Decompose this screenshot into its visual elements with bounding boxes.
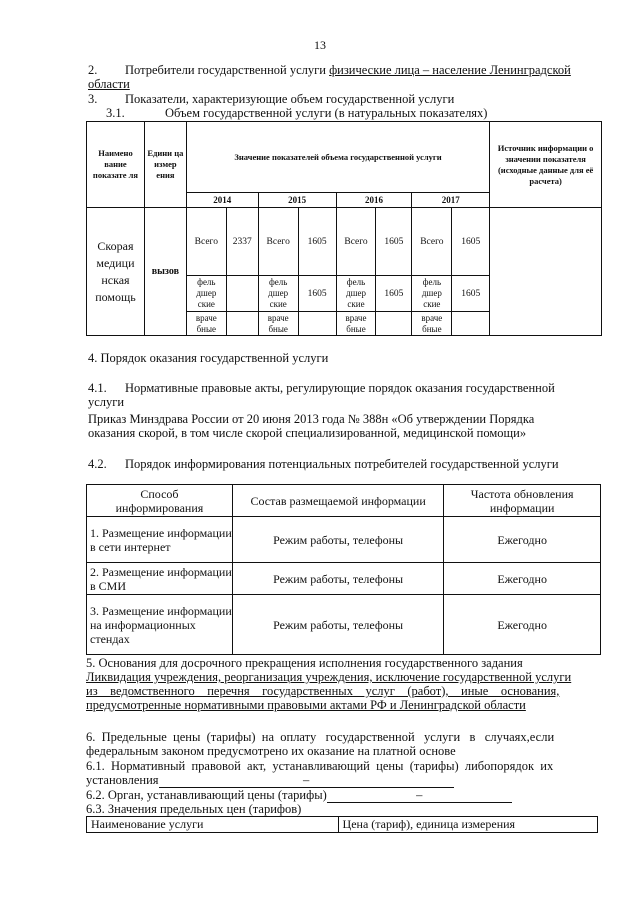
- section-2-value: физические лица – население Ленинградской: [329, 63, 571, 77]
- section-6-3-title: 6.3. Значения предельных цен (тарифов): [86, 802, 302, 816]
- unit-value: вызов: [144, 208, 186, 336]
- section-6-1-blank: –: [159, 773, 454, 788]
- info-header-frequency: Частота обновления информации: [444, 485, 601, 517]
- cell-label: фель дшер ские: [336, 276, 376, 312]
- indicator-name: Скорая медици нская помощь: [87, 208, 145, 336]
- info-method: 2. Размещение информации в СМИ: [87, 563, 233, 595]
- order-text: Приказ Минздрава России от 20 июня 2013 года № 388н «Об утверждении Порядка: [88, 412, 535, 426]
- info-content: Режим работы, телефоны: [232, 563, 443, 595]
- year-header: 2016: [336, 193, 412, 208]
- cell-label: враче бные: [336, 312, 376, 336]
- info-table: [86, 484, 601, 655]
- cell-label: фель дшер ские: [258, 276, 298, 312]
- section-6-2-line: [86, 788, 512, 803]
- cell-label: Всего: [258, 208, 298, 276]
- price-header-service: Наименование услуги: [87, 817, 339, 833]
- source-cell: [490, 208, 602, 336]
- cell-value: [226, 276, 258, 312]
- year-header: 2015: [258, 193, 336, 208]
- cell-value: [226, 312, 258, 336]
- price-header-price: Цена (тариф), единица измерения: [338, 817, 597, 833]
- section-4-title: 4. Порядок оказания государственной услуги: [88, 351, 329, 365]
- page-number: 13: [314, 38, 326, 52]
- section-6-1-line: [86, 773, 454, 788]
- cell-value: 2337: [226, 208, 258, 276]
- cell-label: Всего: [186, 208, 226, 276]
- cell-value: 1605: [376, 276, 412, 312]
- header-unit: Едини ца измер ения: [144, 122, 186, 208]
- cell-value: 1605: [298, 208, 336, 276]
- info-header-method: Способ информирования: [87, 485, 233, 517]
- cell-label: фель дшер ские: [186, 276, 226, 312]
- section-5-text: Ликвидация учреждения, реорганизация учреждения, исключение государственной услуги: [86, 670, 572, 684]
- year-header: 2014: [186, 193, 258, 208]
- section-2-label: Потребители государственной услуги: [125, 63, 330, 77]
- price-table: [86, 816, 598, 833]
- section-5-text-end: предусмотренные нормативными правовыми актами РФ и Ленинградской области: [86, 698, 526, 712]
- section-6-text: 6. Предельные цены (тарифы) на оплату государственной услуги в случаях,если: [86, 730, 555, 744]
- section-6-2-blank: –: [327, 788, 512, 803]
- cell-value: [298, 312, 336, 336]
- info-frequency: Ежегодно: [444, 595, 601, 655]
- cell-value: 1605: [298, 276, 336, 312]
- section-6-text-cont: федеральным законом предусмотрено их оказание на платной основе: [86, 744, 456, 758]
- info-content: Режим работы, телефоны: [232, 517, 443, 563]
- section-4-1-number: 4.1.: [88, 381, 107, 395]
- cell-label: враче бные: [412, 312, 452, 336]
- section-4-1-text: Нормативные правовые акты, регулирующие порядок оказания государственной: [125, 381, 555, 395]
- volume-table: [86, 121, 602, 336]
- section-3-1-number: 3.1.: [106, 106, 125, 120]
- cell-value: 1605: [452, 276, 490, 312]
- section-3-number: 3.: [88, 92, 98, 106]
- section-3-title: Показатели, характеризующие объем государственной услуги: [125, 92, 455, 106]
- cell-value: 1605: [452, 208, 490, 276]
- header-source: Источник информации о значении показателя (исходные данные для её расчета): [490, 122, 602, 208]
- cell-label: враче бные: [186, 312, 226, 336]
- section-5-title: 5. Основания для досрочного прекращения исполнения государственного задания: [86, 656, 523, 670]
- section-4-2-number: 4.2.: [88, 457, 107, 471]
- section-4-2-text: Порядок информирования потенциальных потребителей государственной услуги: [125, 457, 559, 471]
- header-indicator-name: Наимено вание показате ля: [87, 122, 145, 208]
- cell-value: 1605: [376, 208, 412, 276]
- info-frequency: Ежегодно: [444, 517, 601, 563]
- cell-label: Всего: [412, 208, 452, 276]
- cell-value: [452, 312, 490, 336]
- info-method: 3. Размещение информации на информационных стендах: [87, 595, 233, 655]
- section-5-text-cont: из ведомственного перечня государственных услуг (работ), иные основания,: [86, 684, 560, 698]
- section-6-1-text-cont: установления: [86, 773, 159, 787]
- order-text-cont: оказания скорой, в том числе скорой специализированной, медицинской помощи»: [88, 426, 527, 440]
- cell-value: [376, 312, 412, 336]
- section-6-1-text: 6.1. Нормативный правовой акт, устанавливающий цены (тарифы) либопорядок их: [86, 759, 554, 773]
- section-6-2-label: 6.2. Орган, устанавливающий цены (тарифы): [86, 788, 327, 802]
- info-method: 1. Размещение информации в сети интернет: [87, 517, 233, 563]
- cell-label: враче бные: [258, 312, 298, 336]
- section-2-line: [125, 63, 571, 77]
- section-4-1-text-cont: услуги: [88, 395, 125, 409]
- year-header: 2017: [412, 193, 490, 208]
- info-frequency: Ежегодно: [444, 563, 601, 595]
- section-3-1-title: Объем государственной услуги (в натуральных показателях): [165, 106, 488, 120]
- header-values: Значение показателей объема государственной услуги: [186, 122, 489, 193]
- info-header-content: Состав размещаемой информации: [232, 485, 443, 517]
- info-content: Режим работы, телефоны: [232, 595, 443, 655]
- cell-label: Всего: [336, 208, 376, 276]
- cell-label: фель дшер ские: [412, 276, 452, 312]
- section-2-number: 2.: [88, 63, 98, 77]
- section-2-value-cont: области: [88, 77, 130, 91]
